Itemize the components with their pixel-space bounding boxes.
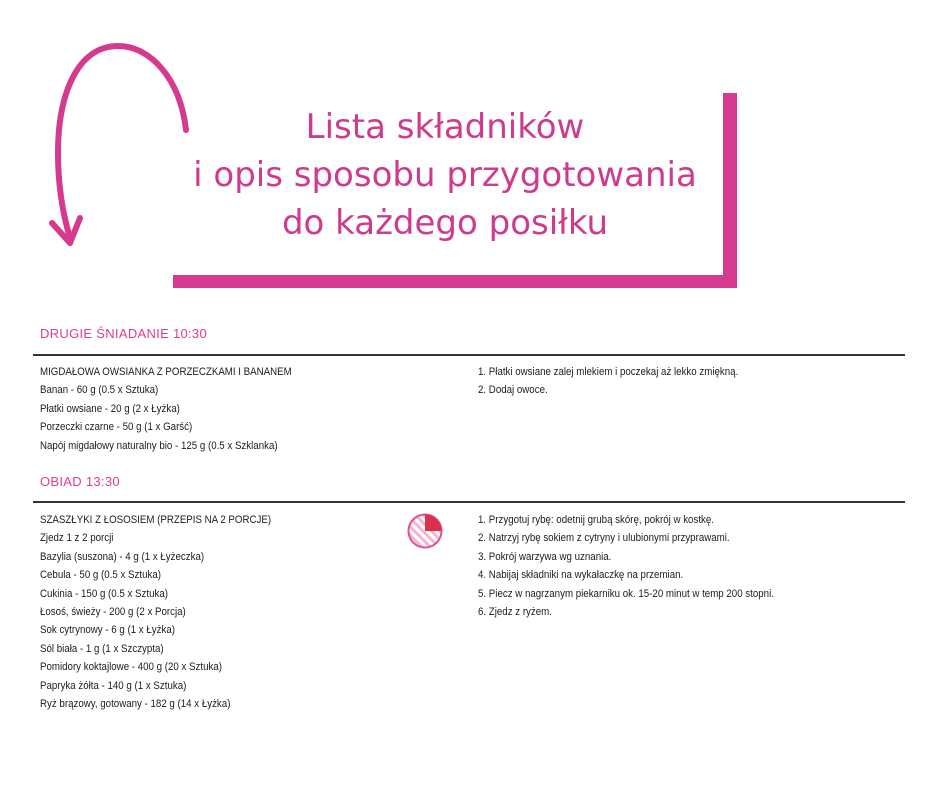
ingredient-item: Sok cytrynowy - 6 g (1 x Łyżka) <box>40 624 175 637</box>
ingredient-item: Napój migdałowy naturalny bio - 125 g (0.5 x Szklanka) <box>40 439 278 452</box>
ingredients-list <box>40 511 271 713</box>
step-item: 1. Przygotuj rybę: odetnij grubą skórę, pokrój w kostkę. <box>478 514 714 526</box>
ingredient-item: Ryż brązowy, gotowany - 182 g (14 x Łyżka) <box>40 697 231 710</box>
headline-line-2: i opis sposobu przygotowania <box>193 155 697 195</box>
headline-line-3: do każdego posiłku <box>281 203 609 243</box>
step-item: 5. Piecz w nagrzanym piekarniku ok. 15-20 minut w temp 200 stopni. <box>478 587 774 600</box>
ingredient-item: Banan - 60 g (0.5 x Sztuka) <box>40 384 159 397</box>
headline-line-1: Lista składników <box>305 107 585 147</box>
meal-title-lunch: OBIAD 13:30 <box>40 474 120 489</box>
steps-list <box>478 363 738 400</box>
headline <box>180 103 710 247</box>
recipe-name: SZASZŁYKI Z ŁOSOSIEM (PRZEPIS NA 2 PORCJE) <box>40 514 272 526</box>
ingredient-item: Cukinia - 150 g (0.5 x Sztuka) <box>40 587 168 600</box>
step-item: 1. Płatki owsiane zalej mlekiem i poczekaj aż lekko zmiękną. <box>478 366 739 378</box>
ingredient-item: Zjedz 1 z 2 porcji <box>40 532 114 545</box>
curved-arrow-icon <box>40 38 200 253</box>
step-item: 6. Zjedz z ryżem. <box>478 605 552 618</box>
ingredient-item: Papryka żółta - 140 g (1 x Sztuka) <box>40 679 187 692</box>
ingredient-item: Łosoś, świeży - 200 g (2 x Porcja) <box>40 605 186 618</box>
pie-portion-icon <box>407 513 443 549</box>
frame-border-bottom <box>173 275 737 288</box>
ingredient-item: Płatki owsiane - 20 g (2 x Łyżka) <box>40 402 180 415</box>
ingredient-item: Porzeczki czarne - 50 g (1 x Garść) <box>40 421 193 434</box>
divider <box>33 354 905 356</box>
ingredient-item: Pomidory koktajlowe - 400 g (20 x Sztuka) <box>40 661 222 674</box>
step-item: 3. Pokrój warzywa wg uznania. <box>478 550 612 563</box>
divider <box>33 501 905 503</box>
step-item: 2. Natrzyj rybę sokiem z cytryny i ulubionymi przyprawami. <box>478 532 730 545</box>
ingredient-item: Bazylia (suszona) - 4 g (1 x Łyżeczka) <box>40 550 205 563</box>
recipe-name: MIGDAŁOWA OWSIANKA Z PORZECZKAMI I BANANEM <box>40 366 292 378</box>
ingredient-item: Cebula - 50 g (0.5 x Sztuka) <box>40 569 161 582</box>
frame-border-right <box>723 93 737 288</box>
meal-title-breakfast: DRUGIE ŚNIADANIE 10:30 <box>40 326 207 341</box>
steps-list <box>478 511 774 621</box>
ingredient-item: Sól biała - 1 g (1 x Szczypta) <box>40 642 164 655</box>
step-item: 4. Nabijaj składniki na wykałaczkę na przemian. <box>478 569 684 582</box>
step-item: 2. Dodaj owoce. <box>478 384 548 397</box>
ingredients-list <box>40 363 292 455</box>
